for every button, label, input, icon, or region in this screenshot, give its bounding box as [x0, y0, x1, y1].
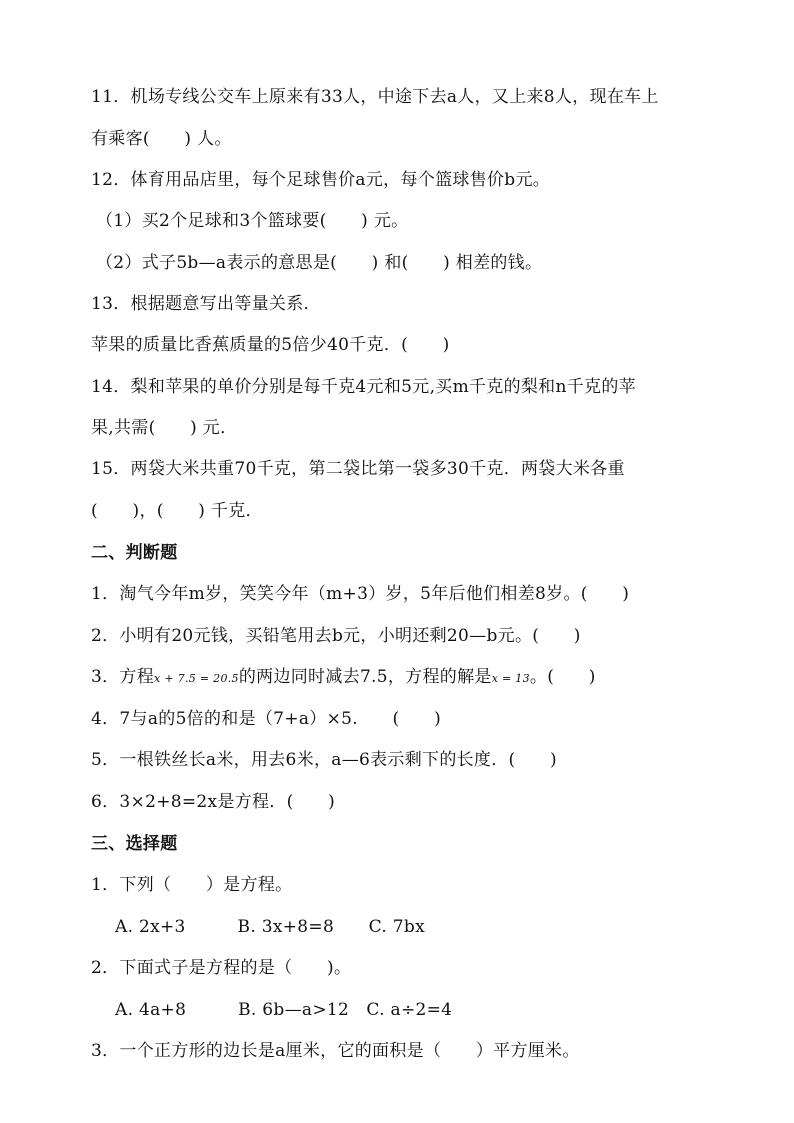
q13-stem: 13．根据题意写出等量关系． [91, 294, 321, 314]
q11-line1: 11．机场专线公交车上原来有33人，中途下去a人，又上来8人，现在车上 [91, 87, 659, 107]
choice-q3: 3．一个正方形的边长是a厘米，它的面积是（ ）平方厘米。 [91, 1041, 580, 1061]
judgment-item-6: 6．3×2+8=2x是方程．( ) [91, 792, 336, 812]
judgment-item-3-middle: 的两边同时减去7.5，方程的解是 [238, 667, 492, 687]
section-title-choice: 三、选择题 [91, 834, 178, 854]
judgment-item-2: 2．小明有20元钱，买铅笔用去b元，小明还剩20—b元。( ) [91, 626, 581, 646]
q14-line1: 14．梨和苹果的单价分别是每千克4元和5元,买m千克的梨和n千克的苹 [91, 377, 636, 397]
solution-formula: x = 13 [491, 672, 530, 685]
choice-q2-options: A. 4a+8 B. 6b—a>12 C. a÷2=4 [115, 1000, 453, 1020]
choice-q2: 2．下面式子是方程的是（ )。 [91, 958, 352, 978]
choice-q1-options: A. 2x+3 B. 3x+8=8 C. 7bx [115, 917, 425, 937]
q15-line1: 15．两袋大米共重70千克，第二袋比第一袋多30千克．两袋大米各重 [91, 459, 625, 479]
judgment-item-3-suffix: 。( ) [529, 667, 596, 687]
q11-line2: 有乘客( ) 人。 [91, 129, 232, 149]
equation-formula: x + 7.5 = 20.5 [154, 672, 239, 685]
judgment-item-1: 1．淘气今年m岁，笑笑今年（m+3）岁，5年后他们相差8岁。( ) [91, 584, 630, 604]
judgment-item-4: 4．7与a的5倍的和是（7+a）×5. ( ) [91, 709, 442, 729]
judgment-item-5: 5．一根铁丝长a米，用去6米，a—6表示剩下的长度．( ) [91, 750, 557, 770]
q12-part2: （2）式子5b—a表示的意思是( ) 和( ) 相差的钱。 [96, 253, 543, 273]
section-title-judgment: 二、判断题 [91, 543, 178, 563]
q14-line2: 果,共需( ) 元． [91, 418, 238, 438]
q12-part1: （1）买2个足球和3个篮球要( ) 元。 [96, 211, 409, 231]
judgment-item-3-prefix: 3．方程 [91, 667, 155, 687]
choice-q1: 1．下列（ ）是方程。 [91, 875, 293, 895]
q13-body: 苹果的质量比香蕉质量的5倍少40千克．( ) [91, 335, 450, 355]
q12-stem: 12．体育用品店里，每个足球售价a元，每个篮球售价b元。 [91, 170, 551, 190]
q15-line2: ( )，( ) 千克． [91, 501, 263, 521]
judgment-item-3 [91, 665, 596, 691]
